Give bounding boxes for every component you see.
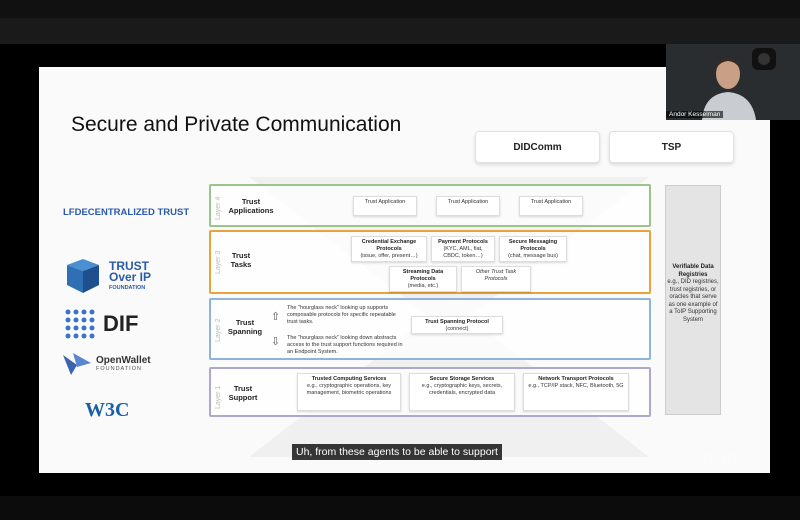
other-trust-task-card: Other Trust Task Protocols [461,266,531,292]
w3c-logo: W3C [85,399,130,421]
slide-title: Secure and Private Communication [71,113,402,136]
shared-slide [39,67,770,473]
participant-avatar [666,44,800,120]
zoom-watermark: zoom [692,448,745,470]
trust-spanning-protocol-card: Trust Spanning Protocol (connect) [411,316,503,334]
layer-3-trust-tasks: Layer 3 Trust Tasks Credential Exchange Protocols (issue, offer, present…) Payment Protocols (KYC, AML, fiat, CBDC, token…) Secure Messaging Protocols (chat, message bus) Streaming Data Protocols (media, etc.) Other Trust Task Protocols [209,230,651,294]
arrow-up-icon: ⇧ [271,311,281,323]
toip-logo: TRUST Over IP FOUNDATION [63,257,151,297]
layer-4-trust-applications: Layer 4 Trust Applications Trust Application Trust Application Trust Application [209,184,651,227]
window-bottom-bar [0,496,800,520]
window-top-bar [0,0,800,18]
trust-application-card: Trust Application [519,196,583,216]
credential-exchange-card: Credential Exchange Protocols (issue, offer, present…) [351,236,427,262]
arrow-down-icon: ⇩ [271,336,281,348]
dif-dots-icon [63,307,97,341]
hourglass-up-note: The "hourglass neck" looking up supports composable protocols for specific repeatable trust tasks. [287,305,396,325]
secure-messaging-card: Secure Messaging Protocols (chat, message bus) [499,236,567,262]
network-transport-card: Network Transport Protocols e.g., TCP/IP stack, NFC, Bluetooth, 5G [523,373,629,411]
layer-1-trust-support: Layer 1 Trust Support Trusted Computing Services e.g., cryptographic operations, key management, biometric operations Secure Storage Services e.g., cryptographic keys, secrets, credentials, encrypted data Network Transport Protocols e.g., TCP/IP stack, NFC, Bluetooth, 5G [209,367,651,417]
lf-decentralized-trust-logo: LFDECENTRALIZED TRUST [63,207,190,218]
tsp-tab: TSP [609,131,734,163]
openwallet-logo: OpenWallet FOUNDATION [63,353,151,377]
dif-logo: DIF [63,307,138,341]
layer-2-trust-spanning: Layer 2 Trust Spanning ⇧ ⇩ The "hourglass neck" looking up supports composable protocols for specific repeatable trust tasks. The "hourglass neck" looking down abstracts access to the trust support functions required in an Endpoint System. Trust Spanning Protocol (connect) [209,298,651,360]
didcomm-tab: DIDComm [475,131,600,163]
payment-protocols-card: Payment Protocols (KYC, AML, fiat, CBDC, token…) [431,236,495,262]
trust-application-card: Trust Application [353,196,417,216]
trust-application-card: Trust Application [436,196,500,216]
participant-video[interactable] [666,44,800,120]
trusted-computing-card: Trusted Computing Services e.g., cryptographic operations, key management, biometric operations [297,373,401,411]
streaming-data-card: Streaming Data Protocols (media, etc.) [389,266,457,292]
participant-name: Andor Kesselman [666,111,723,118]
verifiable-data-registries-box: Verifiable Data Registries e.g., DID registries, trust registries, or oracles that serve as one example of a ToIP Supporting System [665,185,721,415]
toolbar-band [0,18,800,44]
live-caption: Uh, from these agents to be able to support [292,444,502,460]
openwallet-wing-icon [63,353,93,377]
hourglass-down-note: The "hourglass neck" looking down abstracts access to the trust support functions required in an Endpoint System. [287,335,403,355]
secure-storage-card: Secure Storage Services e.g., cryptographic keys, secrets, credentials, encrypted data [409,373,515,411]
toip-cube-icon [63,257,105,297]
